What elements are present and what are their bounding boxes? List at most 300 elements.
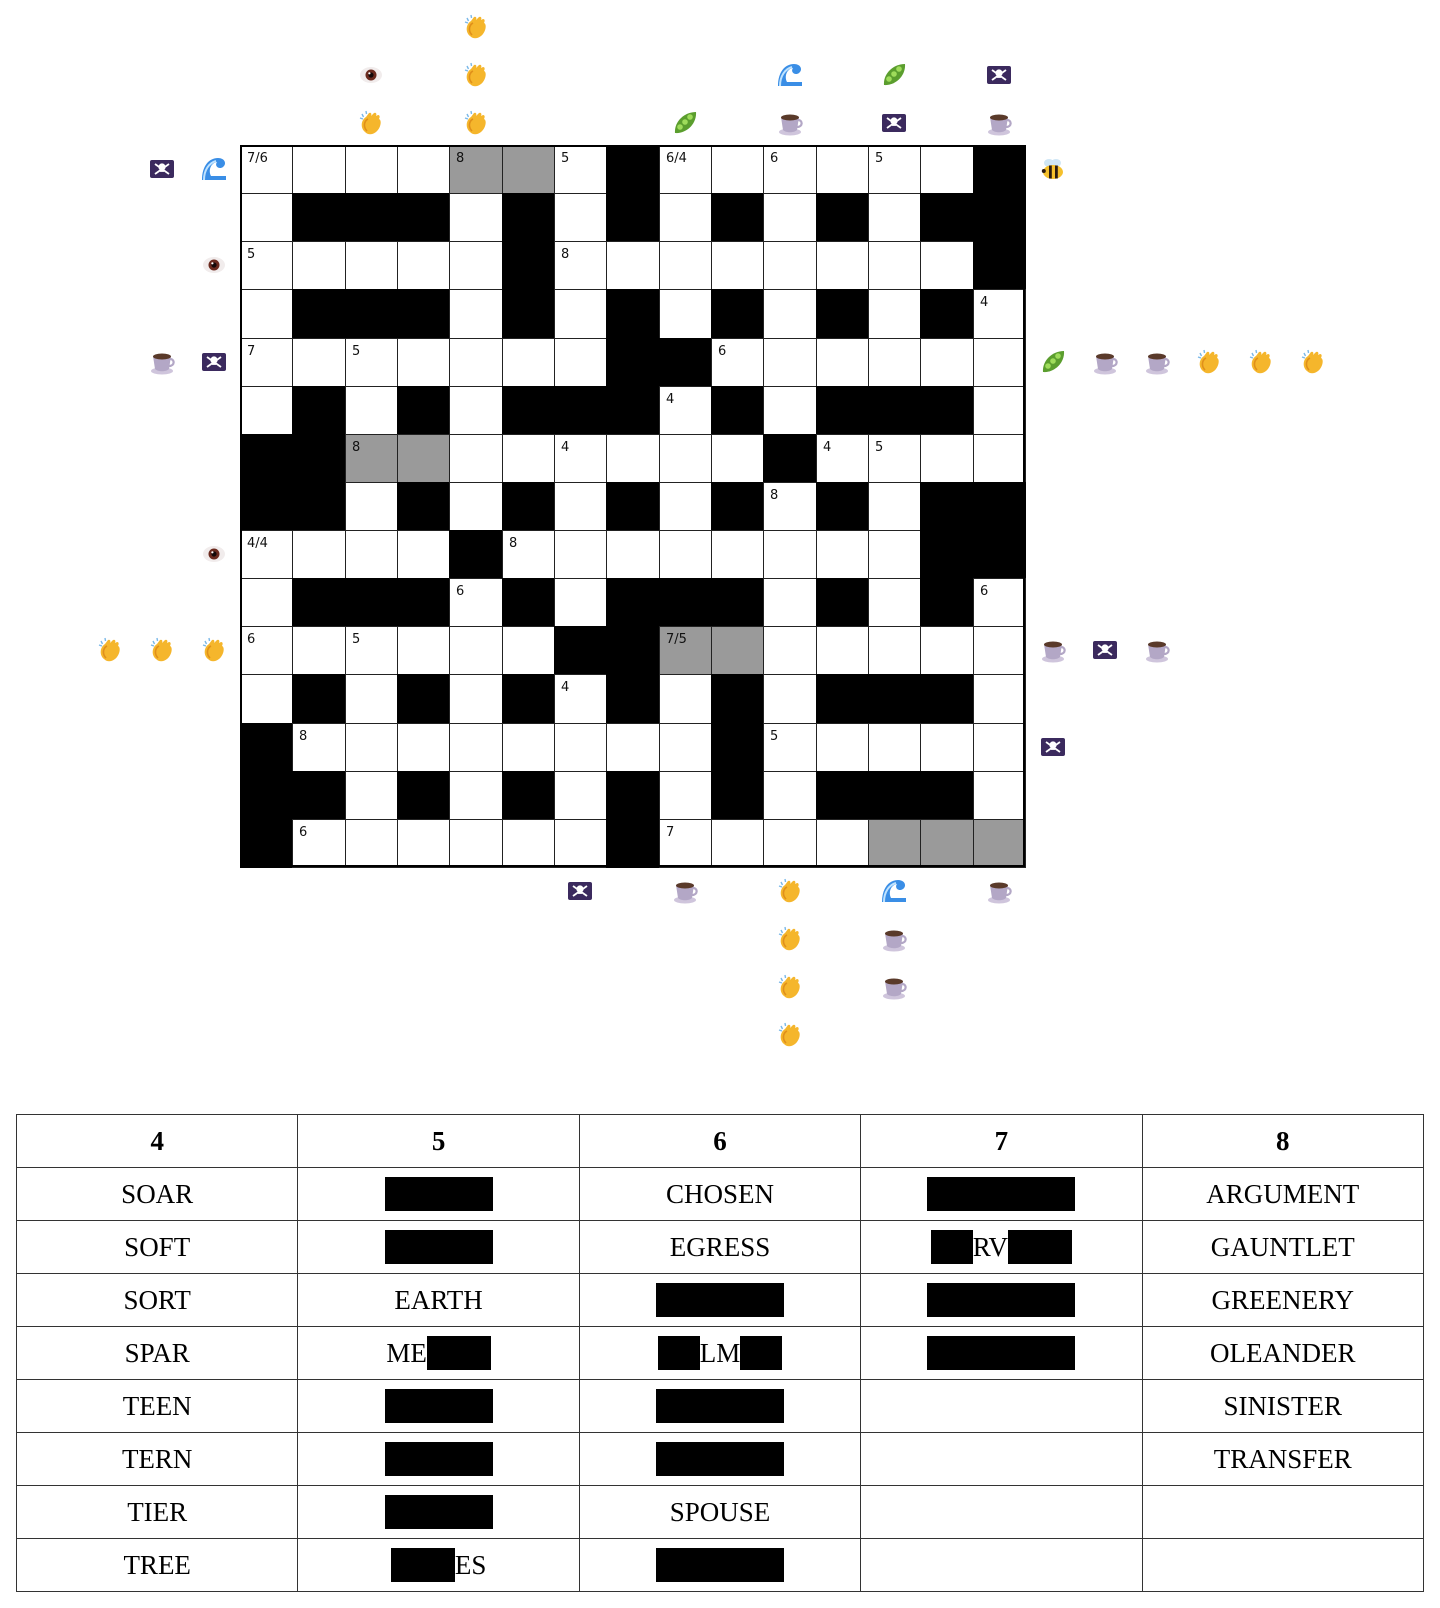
grid-cell[interactable] <box>816 241 869 290</box>
word-entry <box>385 1177 493 1211</box>
black-cell <box>606 145 660 194</box>
pea-pod-icon <box>1038 347 1068 377</box>
grid-cell[interactable] <box>449 386 503 435</box>
grid-cell[interactable] <box>659 434 712 483</box>
grid-cell[interactable] <box>502 819 555 868</box>
grid-cell[interactable] <box>345 674 398 724</box>
black-cell <box>711 578 764 627</box>
grid-cell[interactable] <box>711 241 764 290</box>
teacup-icon <box>1038 635 1068 665</box>
grid-cell[interactable] <box>292 338 346 387</box>
wave-icon <box>879 876 909 906</box>
grid-cell[interactable] <box>345 819 398 868</box>
word-cell <box>861 1274 1142 1327</box>
grid-cell[interactable] <box>973 674 1026 724</box>
grid-cell[interactable] <box>292 819 346 868</box>
grid-cell[interactable] <box>449 193 503 242</box>
grid-cell[interactable] <box>920 723 974 772</box>
clapping-hands-icon <box>775 972 805 1002</box>
grid-cell[interactable] <box>554 338 607 387</box>
grid-cell[interactable] <box>554 771 607 820</box>
grid-cell[interactable] <box>763 674 817 724</box>
black-cell <box>502 674 555 724</box>
clue-number: 5 <box>561 151 570 166</box>
grid-cell[interactable] <box>973 723 1026 772</box>
teacup-icon <box>775 108 805 138</box>
black-cell <box>816 771 869 820</box>
grid-cell[interactable] <box>345 771 398 820</box>
grid-cell[interactable] <box>345 626 398 675</box>
grid-cell[interactable] <box>973 771 1026 820</box>
grid-cell[interactable] <box>763 819 817 868</box>
grid-cell[interactable] <box>240 338 293 387</box>
black-cell <box>606 578 660 627</box>
shaded-cell[interactable] <box>502 145 555 194</box>
word-cell <box>861 1433 1142 1486</box>
teacup-icon <box>879 972 909 1002</box>
grid-cell[interactable] <box>920 626 974 675</box>
grid-cell[interactable] <box>554 530 607 579</box>
grid-cell[interactable] <box>763 145 817 194</box>
word-cell <box>1142 1539 1423 1592</box>
word-entry <box>391 1548 487 1582</box>
grid-cell[interactable] <box>816 530 869 579</box>
shaded-cell[interactable] <box>345 434 398 483</box>
grid-cell[interactable] <box>659 289 712 339</box>
grid-cell[interactable] <box>240 626 293 675</box>
word-cell <box>579 1221 860 1274</box>
shaded-cell[interactable] <box>973 819 1026 868</box>
word-cell <box>861 1486 1142 1539</box>
clapping-hands-icon <box>199 635 229 665</box>
clue-number: 8 <box>561 247 570 262</box>
wave-icon <box>199 154 229 184</box>
black-cell <box>816 193 869 242</box>
word-text: SINISTER <box>1223 1390 1343 1421</box>
black-cell <box>973 241 1026 290</box>
word-entry <box>927 1336 1075 1370</box>
word-entry <box>124 1230 190 1264</box>
pea-pod-icon <box>1038 347 1068 377</box>
grid-cell[interactable] <box>554 723 607 772</box>
grid-cell[interactable] <box>606 434 660 483</box>
eye-icon <box>199 539 229 569</box>
black-cell <box>345 578 398 627</box>
word-entry <box>656 1548 784 1582</box>
word-text: SPOUSE <box>669 1496 771 1527</box>
grid-cell[interactable] <box>449 723 503 772</box>
grid-cell[interactable] <box>816 145 869 194</box>
grid-cell[interactable] <box>606 723 660 772</box>
word-length-header: 4 <box>17 1115 298 1168</box>
black-cell <box>554 626 607 675</box>
grid-cell[interactable] <box>502 626 555 675</box>
grid-cell[interactable] <box>449 626 503 675</box>
word-length-header-row <box>17 1115 1424 1168</box>
word-cell <box>17 1539 298 1592</box>
black-cell <box>292 578 346 627</box>
clue-number: 4/4 <box>247 536 268 551</box>
grid-cell[interactable] <box>449 241 503 290</box>
grid-cell[interactable] <box>397 241 450 290</box>
grid-cell[interactable] <box>397 723 450 772</box>
black-cell <box>920 193 974 242</box>
grid-cell[interactable] <box>554 193 607 242</box>
black-cell <box>606 289 660 339</box>
grid-cell[interactable] <box>763 289 817 339</box>
word-row <box>17 1380 1424 1433</box>
word-cell <box>1142 1486 1423 1539</box>
grid-cell[interactable] <box>763 578 817 627</box>
clapping-hands-icon <box>1194 347 1224 377</box>
grid-cell[interactable] <box>502 434 555 483</box>
grid-cell[interactable] <box>973 434 1026 483</box>
teacup-icon <box>879 972 909 1002</box>
clapping-hands-icon <box>461 12 491 42</box>
black-cell <box>397 193 450 242</box>
word-entry <box>1210 1336 1355 1370</box>
pirate-flag-icon <box>565 876 595 906</box>
black-cell <box>554 386 607 435</box>
grid-cell[interactable] <box>345 482 398 531</box>
eye-icon <box>199 539 229 569</box>
grid-cell[interactable] <box>816 723 869 772</box>
grid-cell[interactable] <box>816 819 869 868</box>
grid-cell[interactable] <box>711 145 764 194</box>
black-cell <box>292 386 346 435</box>
word-cell <box>1142 1327 1423 1380</box>
grid-cell[interactable] <box>816 338 869 387</box>
word-cell <box>579 1486 860 1539</box>
word-cell <box>1142 1274 1423 1327</box>
grid-cell[interactable] <box>920 338 974 387</box>
grid-cell[interactable] <box>868 338 921 387</box>
grid-cell[interactable] <box>711 434 764 483</box>
black-cell <box>397 771 450 820</box>
shaded-cell[interactable] <box>397 434 450 483</box>
word-text: TRANSFER <box>1213 1443 1352 1474</box>
word-text: SORT <box>123 1284 191 1315</box>
word-cell <box>1142 1168 1423 1221</box>
black-cell <box>816 674 869 724</box>
grid-cell[interactable] <box>763 723 817 772</box>
clapping-hands-icon <box>356 108 386 138</box>
grid-cell[interactable] <box>240 578 293 627</box>
shaded-cell[interactable] <box>659 626 712 675</box>
word-entry <box>656 1442 784 1476</box>
clue-number: 8 <box>456 151 465 166</box>
grid-cell[interactable] <box>763 386 817 435</box>
grid-cell[interactable] <box>920 434 974 483</box>
grid-cell[interactable] <box>763 626 817 675</box>
grid-cell[interactable] <box>763 771 817 820</box>
grid-cell[interactable] <box>345 241 398 290</box>
word-entry <box>122 1442 193 1476</box>
black-cell <box>397 674 450 724</box>
redaction-bar <box>927 1177 1075 1211</box>
grid-cell[interactable] <box>659 193 712 242</box>
clue-number: 8 <box>509 536 518 551</box>
grid-cell[interactable] <box>554 482 607 531</box>
clapping-hands-icon <box>95 635 125 665</box>
word-text: GAUNTLET <box>1210 1231 1355 1262</box>
shaded-cell[interactable] <box>449 145 503 194</box>
word-entry <box>1206 1177 1359 1211</box>
grid-cell[interactable] <box>397 626 450 675</box>
clue-number: 8 <box>770 488 779 503</box>
clue-number: 6 <box>247 632 256 647</box>
black-cell <box>973 482 1026 531</box>
grid-cell[interactable] <box>973 338 1026 387</box>
word-text: TREE <box>123 1549 191 1580</box>
shaded-cell[interactable] <box>711 626 764 675</box>
redaction-bar <box>427 1336 491 1370</box>
grid-cell[interactable] <box>659 482 712 531</box>
grid-cell[interactable] <box>240 289 293 339</box>
grid-cell[interactable] <box>868 530 921 579</box>
grid-cell[interactable] <box>449 338 503 387</box>
clue-number: 5 <box>875 440 884 455</box>
grid-cell[interactable] <box>554 674 607 724</box>
black-cell <box>292 289 346 339</box>
clue-number: 4 <box>561 440 570 455</box>
word-text: SPAR <box>124 1337 190 1368</box>
shaded-cell[interactable] <box>868 819 921 868</box>
word-cell <box>579 1168 860 1221</box>
grid-cell[interactable] <box>868 578 921 627</box>
grid-cell[interactable] <box>868 434 921 483</box>
clapping-hands-icon <box>461 108 491 138</box>
black-cell <box>502 241 555 290</box>
grid-cell[interactable] <box>240 530 293 579</box>
grid-cell[interactable] <box>292 626 346 675</box>
teacup-icon <box>147 347 177 377</box>
grid-cell[interactable] <box>449 771 503 820</box>
grid-cell[interactable] <box>449 289 503 339</box>
grid-cell[interactable] <box>292 145 346 194</box>
grid-cell[interactable] <box>659 723 712 772</box>
clapping-hands-icon <box>1298 347 1328 377</box>
redaction-bar <box>656 1548 784 1582</box>
clue-number: 6 <box>980 584 989 599</box>
word-cell <box>861 1221 1142 1274</box>
grid-cell[interactable] <box>397 338 450 387</box>
teacup-icon <box>1090 347 1120 377</box>
grid-cell[interactable] <box>606 530 660 579</box>
grid-cell[interactable] <box>973 578 1026 627</box>
wave-icon <box>199 154 229 184</box>
word-entry <box>125 1336 190 1370</box>
black-cell <box>606 482 660 531</box>
black-cell <box>606 626 660 675</box>
teacup-icon <box>879 924 909 954</box>
redaction-bar <box>656 1442 784 1476</box>
grid-cell[interactable] <box>711 530 764 579</box>
redaction-bar <box>656 1389 784 1423</box>
clue-number: 7/6 <box>247 151 268 166</box>
grid-cell[interactable] <box>554 819 607 868</box>
grid-cell[interactable] <box>240 386 293 435</box>
black-cell <box>711 771 764 820</box>
clue-number: 5 <box>352 344 361 359</box>
grid-cell[interactable] <box>659 530 712 579</box>
grid-cell[interactable] <box>763 193 817 242</box>
grid-cell[interactable] <box>345 338 398 387</box>
grid-cell[interactable] <box>292 530 346 579</box>
grid-cell[interactable] <box>554 578 607 627</box>
grid-cell[interactable] <box>606 241 660 290</box>
grid-cell[interactable] <box>868 723 921 772</box>
clue-number: 4 <box>980 295 989 310</box>
word-cell <box>17 1380 298 1433</box>
grid-cell[interactable] <box>659 386 712 435</box>
clapping-hands-icon <box>1194 347 1224 377</box>
word-length-header: 7 <box>861 1115 1142 1168</box>
teacup-icon <box>984 876 1014 906</box>
word-cell <box>17 1433 298 1486</box>
word-entry <box>670 1230 771 1264</box>
grid-cell[interactable] <box>554 434 607 483</box>
grid-cell[interactable] <box>554 145 607 194</box>
grid-cell[interactable] <box>973 626 1026 675</box>
eye-icon <box>356 60 386 90</box>
grid-cell[interactable] <box>345 145 398 194</box>
grid-cell[interactable] <box>554 241 607 290</box>
black-cell <box>868 771 921 820</box>
clue-number: 4 <box>823 440 832 455</box>
black-cell <box>868 674 921 724</box>
grid-cell[interactable] <box>920 145 974 194</box>
clapping-hands-icon <box>461 108 491 138</box>
grid-cell[interactable] <box>868 145 921 194</box>
grid-cell[interactable] <box>816 626 869 675</box>
grid-cell[interactable] <box>816 434 869 483</box>
redaction-bar <box>931 1230 973 1264</box>
grid-cell[interactable] <box>868 626 921 675</box>
bee-icon <box>1038 154 1068 184</box>
grid-cell[interactable] <box>240 241 293 290</box>
word-length-header: 5 <box>298 1115 579 1168</box>
grid-cell[interactable] <box>240 193 293 242</box>
grid-cell[interactable] <box>920 241 974 290</box>
grid-cell[interactable] <box>345 723 398 772</box>
black-cell <box>973 193 1026 242</box>
grid-cell[interactable] <box>973 289 1026 339</box>
grid-cell[interactable] <box>397 530 450 579</box>
black-cell <box>606 819 660 868</box>
grid-cell[interactable] <box>449 819 503 868</box>
word-text: SOFT <box>124 1231 191 1262</box>
word-text: RV <box>972 1231 1009 1262</box>
black-cell <box>606 338 660 387</box>
clapping-hands-icon <box>1298 347 1328 377</box>
teacup-icon <box>670 876 700 906</box>
word-entry <box>385 1389 493 1423</box>
word-row <box>17 1486 1424 1539</box>
grid-cell[interactable] <box>763 482 817 531</box>
grid-cell[interactable] <box>502 338 555 387</box>
grid-cell[interactable] <box>240 145 293 194</box>
grid-cell[interactable] <box>763 530 817 579</box>
pirate-flag-icon <box>879 108 909 138</box>
word-cell <box>298 1327 579 1380</box>
grid-cell[interactable] <box>659 819 712 868</box>
wave-icon <box>775 60 805 90</box>
word-text: SOAR <box>121 1178 194 1209</box>
grid-cell[interactable] <box>345 386 398 435</box>
grid-cell[interactable] <box>397 819 450 868</box>
grid-cell[interactable] <box>711 338 764 387</box>
shaded-cell[interactable] <box>920 819 974 868</box>
pirate-flag-icon <box>1090 635 1120 665</box>
word-cell <box>298 1168 579 1221</box>
grid-cell[interactable] <box>502 723 555 772</box>
grid-cell[interactable] <box>449 434 503 483</box>
redaction-bar <box>656 1283 784 1317</box>
grid-cell[interactable] <box>868 289 921 339</box>
grid-cell[interactable] <box>449 578 503 627</box>
clue-number: 5 <box>352 632 361 647</box>
word-entry <box>394 1283 482 1317</box>
grid-cell[interactable] <box>502 530 555 579</box>
crossword-grid <box>240 145 1025 867</box>
grid-cell[interactable] <box>659 771 712 820</box>
grid-cell[interactable] <box>868 482 921 531</box>
grid-cell[interactable] <box>240 674 293 724</box>
black-cell <box>292 434 346 483</box>
pirate-flag-icon <box>1038 732 1068 762</box>
grid-cell[interactable] <box>868 193 921 242</box>
grid-cell[interactable] <box>763 241 817 290</box>
word-entry <box>658 1336 783 1370</box>
word-entry <box>386 1336 491 1370</box>
word-text: LM <box>699 1337 741 1368</box>
word-cell <box>861 1168 1142 1221</box>
black-cell <box>659 338 712 387</box>
word-text: TEEN <box>122 1390 192 1421</box>
grid-cell[interactable] <box>292 241 346 290</box>
black-cell <box>606 674 660 724</box>
grid-cell[interactable] <box>449 482 503 531</box>
clapping-hands-icon <box>95 635 125 665</box>
grid-cell[interactable] <box>397 145 450 194</box>
grid-cell[interactable] <box>763 338 817 387</box>
black-cell <box>816 482 869 531</box>
grid-cell[interactable] <box>973 386 1026 435</box>
grid-cell[interactable] <box>659 674 712 724</box>
grid-cell[interactable] <box>711 819 764 868</box>
grid-cell[interactable] <box>449 674 503 724</box>
redaction-bar <box>927 1283 1075 1317</box>
black-cell <box>292 193 346 242</box>
grid-cell[interactable] <box>554 289 607 339</box>
grid-cell[interactable] <box>292 723 346 772</box>
teacup-icon <box>1090 347 1120 377</box>
black-cell <box>920 578 974 627</box>
grid-cell[interactable] <box>659 241 712 290</box>
pea-pod-icon <box>670 108 700 138</box>
grid-cell[interactable] <box>659 145 712 194</box>
redaction-bar <box>385 1177 493 1211</box>
teacup-icon <box>984 108 1014 138</box>
grid-cell[interactable] <box>868 241 921 290</box>
black-cell <box>240 723 293 772</box>
clapping-hands-icon <box>199 635 229 665</box>
word-text: OLEANDER <box>1210 1337 1356 1368</box>
word-cell <box>579 1274 860 1327</box>
clue-number: 5 <box>770 729 779 744</box>
grid-cell[interactable] <box>345 530 398 579</box>
